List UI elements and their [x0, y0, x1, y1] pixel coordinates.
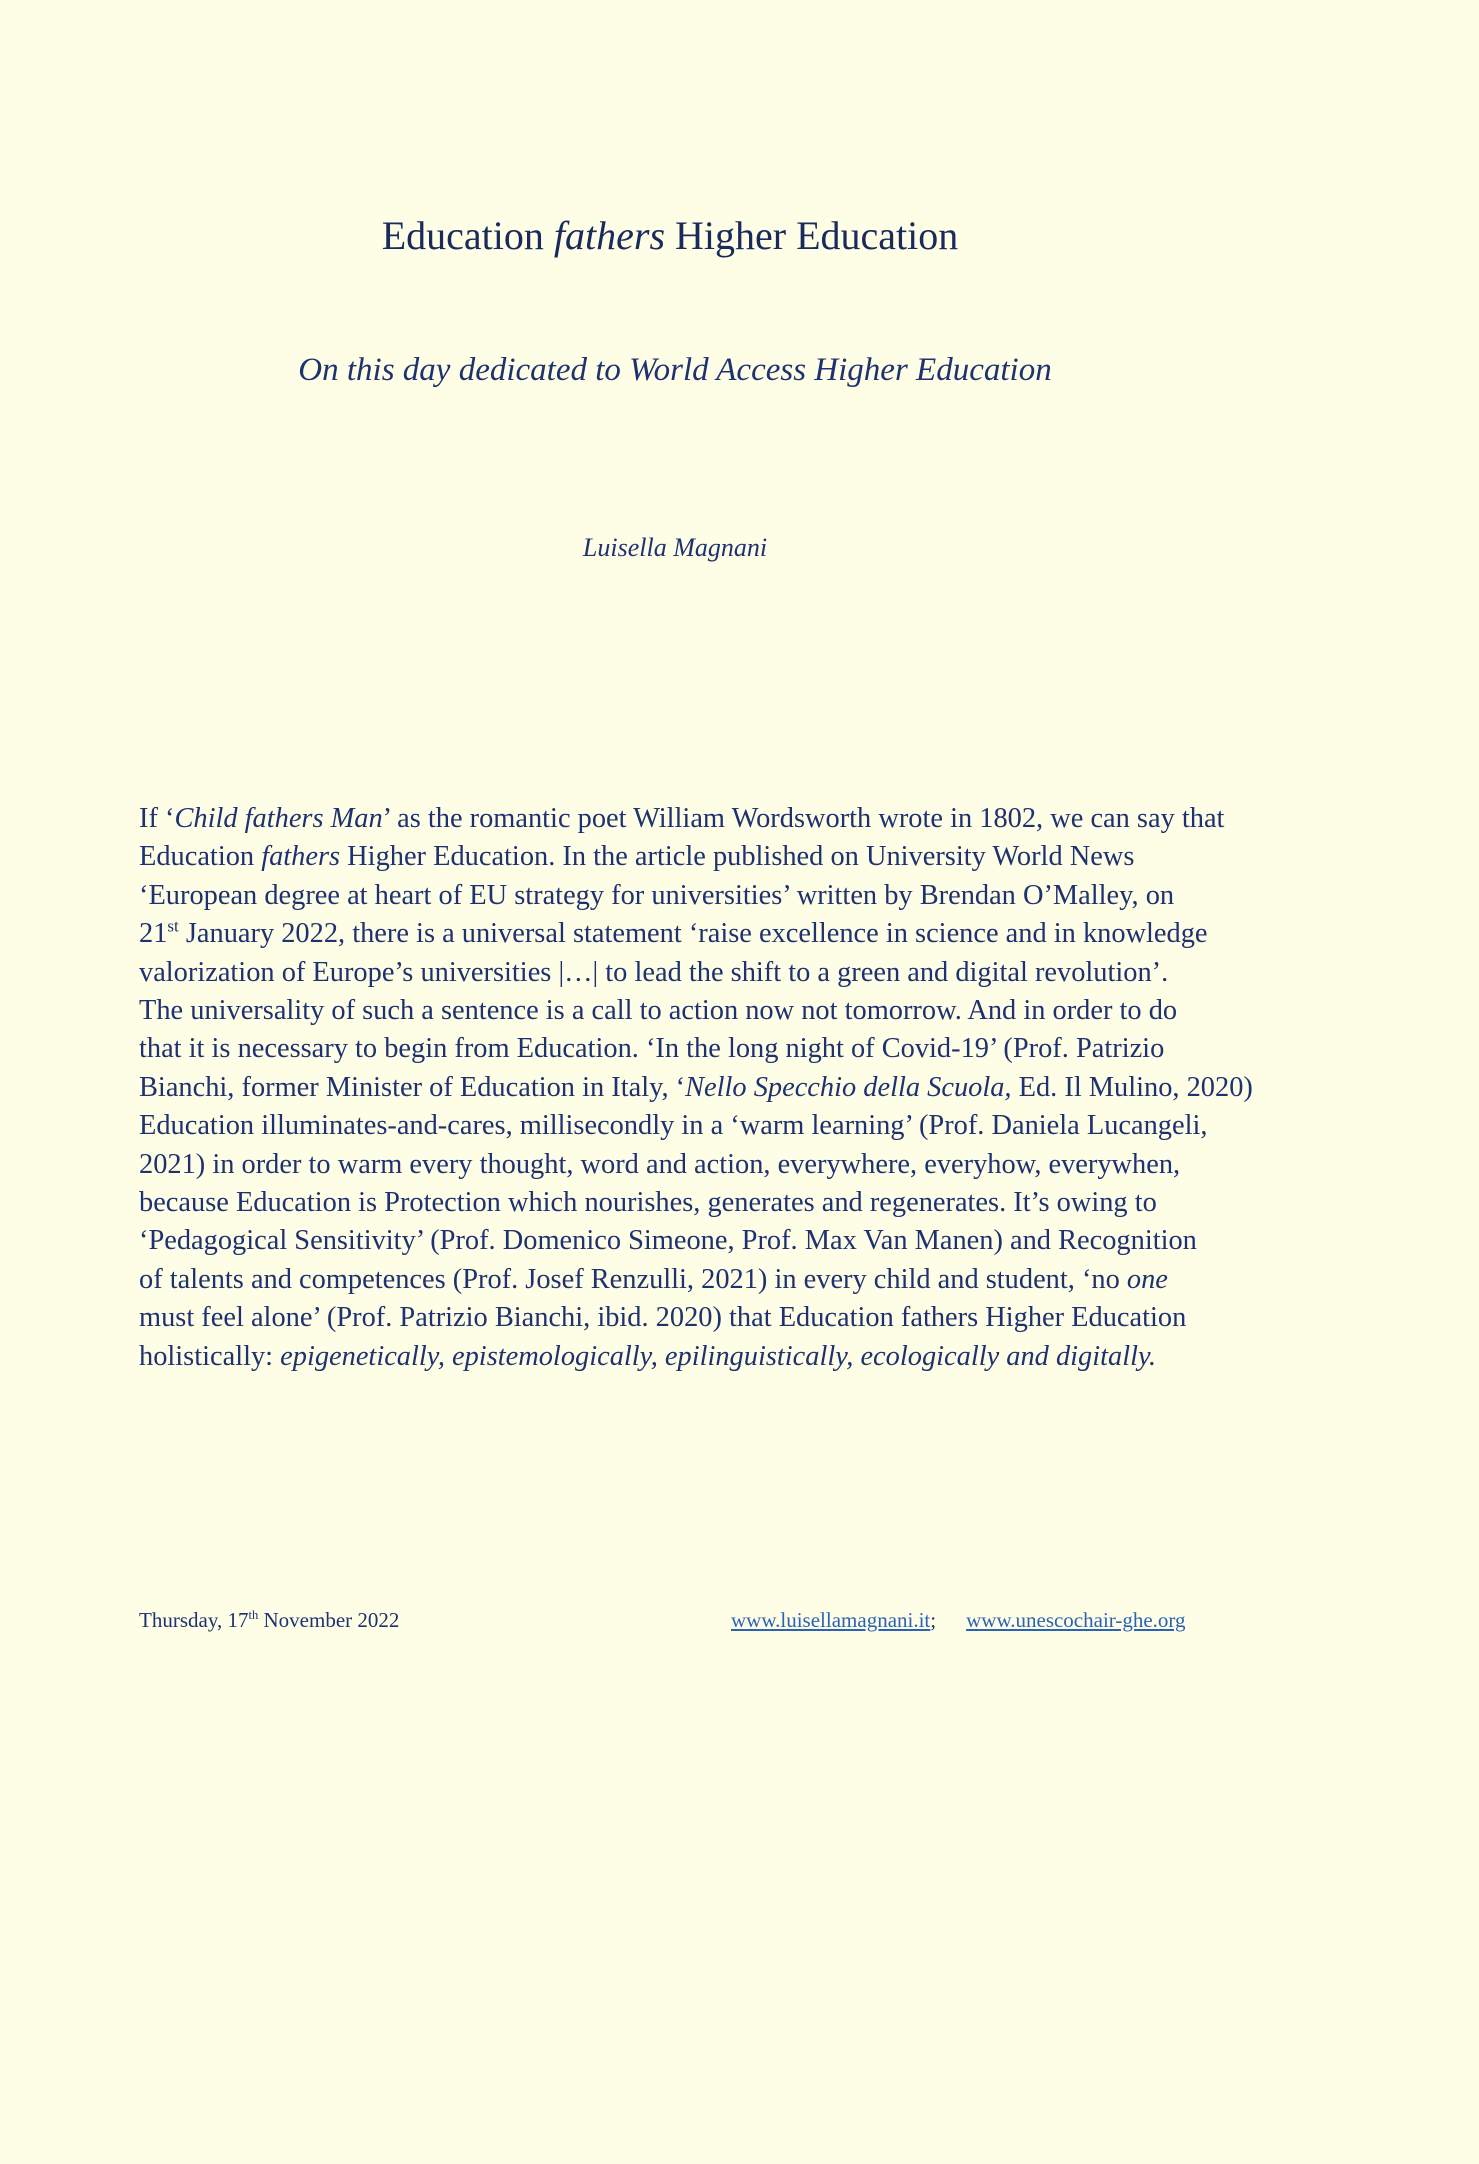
- body-line: [139, 838, 1359, 876]
- body-line: ‘Pedagogical Sensitivity’ (Prof. Domenico Simeone, Prof. Max Van Manen) and Recognition: [139, 1225, 1197, 1257]
- title-italic-word: fathers: [553, 213, 666, 258]
- italic-run: Nello Specchio della Scuola,: [685, 1071, 1012, 1103]
- text-run: 21: [139, 918, 168, 950]
- body-line: [139, 800, 1359, 838]
- italic-run: one: [1126, 1263, 1168, 1295]
- text-run: of talents and competences (Prof. Josef Renzulli, 2021) in every child and student, ‘no: [139, 1263, 1127, 1295]
- body-line: [139, 1338, 1359, 1376]
- italic-run: epigenetically, epistemologically, epilinguistically, ecologically and digitally.: [280, 1340, 1157, 1372]
- body-line: because Education is Protection which nourishes, generates and regenerates. It’s owing to: [139, 1187, 1157, 1219]
- body-line: must feel alone’ (Prof. Patrizio Bianchi, ibid. 2020) that Education fathers Higher Education: [139, 1302, 1187, 1334]
- text-run: January 2022, there is a universal statement ‘raise excellence in science and in knowledge: [178, 918, 1208, 950]
- text-run: Ed. Il Mulino, 2020): [1011, 1071, 1253, 1103]
- text-run: holistically:: [139, 1340, 281, 1372]
- italic-run: Child fathers Man: [174, 803, 383, 834]
- body-line: [139, 1069, 1359, 1107]
- document-title: [0, 212, 1340, 259]
- text-run: ’ as the romantic poet William Wordsworth wrote in 1802, we can say that: [382, 803, 1225, 834]
- title-part-1: Education: [381, 213, 554, 258]
- body-line: The universality of such a sentence is a call to action now not tomorrow. And in order to do: [139, 995, 1178, 1027]
- superscript: th: [248, 1608, 259, 1622]
- superscript: st: [167, 916, 179, 936]
- document-subtitle: On this day dedicated to World Access Higher Education: [298, 352, 1052, 388]
- body-line: [139, 1261, 1359, 1299]
- body-line: valorization of Europe’s universities |…| to lead the shift to a green and digital revolution’.: [139, 956, 1169, 988]
- body-paragraph: [139, 800, 1359, 1376]
- body-line: [139, 915, 1359, 953]
- text-run: Education: [139, 841, 262, 873]
- link-luisellamagnani[interactable]: www.luisellamagnani.it: [731, 1608, 931, 1632]
- body-line: Education illuminates-and-cares, millisecondly in a ‘warm learning’ (Prof. Daniela Lucangeli,: [139, 1110, 1208, 1142]
- body-line: ‘European degree at heart of EU strategy for universities’ written by Brendan O’Malley, on: [139, 879, 1175, 911]
- text-run: Higher Education. In the article published on University World News: [340, 841, 1135, 873]
- page-footer: [139, 1608, 1340, 1638]
- footer-links: [731, 1608, 1186, 1633]
- italic-run: fathers: [261, 841, 341, 873]
- text-run: Bianchi, former Minister of Education in Italy, ‘: [139, 1071, 686, 1103]
- footer-date: [139, 1608, 399, 1633]
- link-unescochair[interactable]: www.unescochair-ghe.org: [966, 1608, 1186, 1632]
- text-run: If ‘: [139, 803, 175, 834]
- author-name: Luisella Magnani: [582, 533, 768, 562]
- title-part-2: Higher Education: [665, 213, 959, 258]
- link-separator: ;: [930, 1608, 937, 1632]
- body-line: that it is necessary to begin from Education. ‘In the long night of Covid-19’ (Prof. Patrizio: [139, 1033, 1165, 1065]
- text-run: November 2022: [258, 1608, 400, 1632]
- text-run: Thursday, 17: [139, 1608, 249, 1632]
- body-line: 2021) in order to warm every thought, word and action, everywhere, everyhow, everywhen,: [139, 1148, 1181, 1180]
